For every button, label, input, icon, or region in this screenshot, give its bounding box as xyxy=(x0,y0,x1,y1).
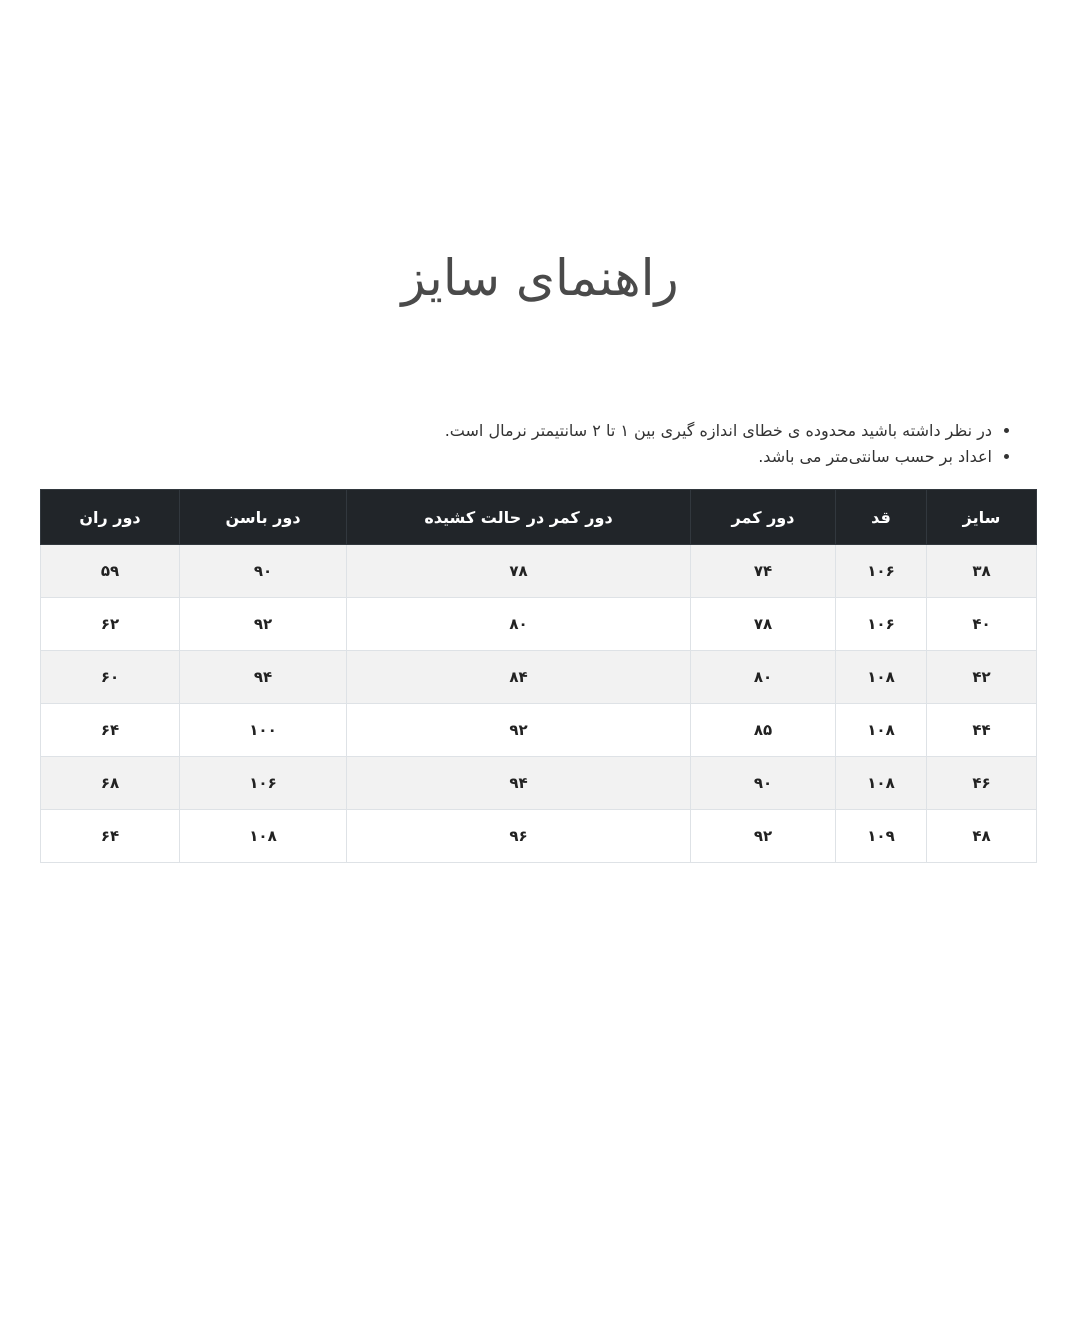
cell-height: ۱۰۸ xyxy=(836,757,927,810)
cell-waist-stretched: ۹۴ xyxy=(347,757,691,810)
cell-waist: ۹۲ xyxy=(691,810,836,863)
table-row xyxy=(41,545,1037,598)
cell-waist-stretched: ۸۴ xyxy=(347,651,691,704)
cell-waist-stretched: ۸۰ xyxy=(347,598,691,651)
cell-thigh: ۵۹ xyxy=(41,545,180,598)
table-header xyxy=(41,490,1037,545)
cell-waist: ۷۴ xyxy=(691,545,836,598)
cell-hip: ۹۴ xyxy=(180,651,347,704)
table-row xyxy=(41,598,1037,651)
table-row xyxy=(41,757,1037,810)
table-body xyxy=(41,545,1037,863)
cell-waist-stretched: ۷۸ xyxy=(347,545,691,598)
header-thigh: دور ران xyxy=(41,490,180,545)
table-row xyxy=(41,810,1037,863)
cell-thigh: ۶۸ xyxy=(41,757,180,810)
header-size: سایز xyxy=(927,490,1037,545)
header-waist-stretched: دور کمر در حالت کشیده xyxy=(347,490,691,545)
cell-size: ۳۸ xyxy=(927,545,1037,598)
header-height: قد xyxy=(836,490,927,545)
cell-hip: ۱۰۸ xyxy=(180,810,347,863)
note-item: • در نظر داشته باشید محدوده ی خطای اندازه گیری بین ۱ تا ۲ سانتیمتر نرمال است. xyxy=(92,418,992,444)
cell-waist-stretched: ۹۶ xyxy=(347,810,691,863)
cell-waist: ۹۰ xyxy=(691,757,836,810)
cell-height: ۱۰۶ xyxy=(836,545,927,598)
header-waist: دور کمر xyxy=(691,490,836,545)
cell-hip: ۱۰۶ xyxy=(180,757,347,810)
notes-list xyxy=(92,418,1014,470)
cell-height: ۱۰۶ xyxy=(836,598,927,651)
table-row xyxy=(41,704,1037,757)
table-header-row xyxy=(41,490,1037,545)
size-table xyxy=(40,489,1037,863)
cell-size: ۴۸ xyxy=(927,810,1037,863)
cell-height: ۱۰۸ xyxy=(836,704,927,757)
cell-size: ۴۲ xyxy=(927,651,1037,704)
cell-height: ۱۰۸ xyxy=(836,651,927,704)
cell-waist-stretched: ۹۲ xyxy=(347,704,691,757)
page-title: راهنمای سایز xyxy=(401,249,679,307)
cell-waist: ۸۵ xyxy=(691,704,836,757)
cell-hip: ۹۲ xyxy=(180,598,347,651)
header-hip: دور باسن xyxy=(180,490,347,545)
cell-size: ۴۶ xyxy=(927,757,1037,810)
cell-thigh: ۶۴ xyxy=(41,810,180,863)
cell-height: ۱۰۹ xyxy=(836,810,927,863)
cell-hip: ۹۰ xyxy=(180,545,347,598)
cell-size: ۴۰ xyxy=(927,598,1037,651)
table-row xyxy=(41,651,1037,704)
cell-size: ۴۴ xyxy=(927,704,1037,757)
note-item: • اعداد بر حسب سانتی‌متر می باشد. xyxy=(92,444,992,470)
cell-waist: ۸۰ xyxy=(691,651,836,704)
cell-waist: ۷۸ xyxy=(691,598,836,651)
cell-thigh: ۶۰ xyxy=(41,651,180,704)
cell-thigh: ۶۴ xyxy=(41,704,180,757)
cell-hip: ۱۰۰ xyxy=(180,704,347,757)
cell-thigh: ۶۲ xyxy=(41,598,180,651)
